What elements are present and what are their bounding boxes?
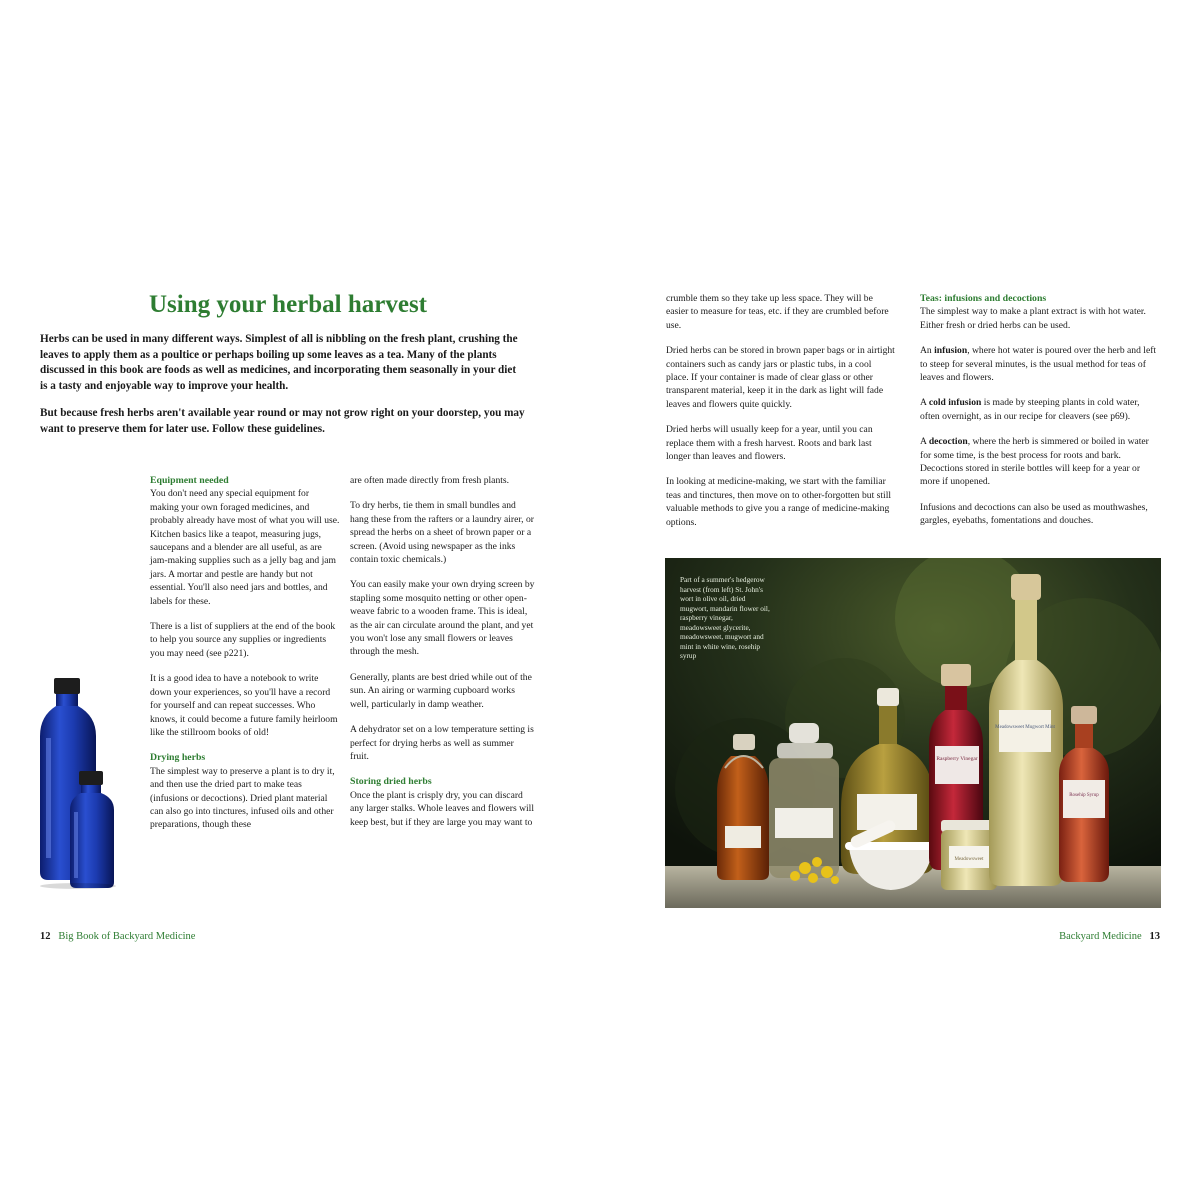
- intro-paragraph-1: Herbs can be used in many different ways. Simplest of all is nibbling on the fresh plant, crushing the leaves to apply them as a poultice or perhaps boiling up some leaves as a tea. Many of the plants discussed in this book are foods as well as medicines, and incorporating them seasonally in your diet is a tasty and enjoyable way to improve your health.: [40, 333, 518, 392]
- paragraph: Dried herbs will usually keep for a year, until you can replace them with a fresh harvest. Roots and bark last longer than leaves and flowers.: [666, 424, 873, 463]
- paragraph: The simplest way to preserve a plant is to dry it, and then use the dried part to make teas (infusions or decoctions). Dried plant material can also go into tinctures, infused oils and other preparations, though these: [150, 765, 335, 831]
- paragraph: A decoction, where the herb is simmered or boiled in water for some time, is the best process for roots and bark. Decoctions stored in sterile bottles will keep for a year or more if unopened.: [920, 436, 1149, 488]
- paragraph: In looking at medicine-making, we start with the familiar teas and tinctures, then move on to other-forgotten but still valuable methods to give you a range of medicine-making options.: [666, 476, 892, 528]
- paragraph: To dry herbs, tie them in small bundles and hang these from the rafters or a laundry airer, or spread the herbs on a sheet of brown paper or a screen. (Avoid using newspaper as the inks contain toxic chemicals.): [350, 500, 534, 566]
- paragraph: You can easily make your own drying screen by stapling some mosquito netting or other open-weave fabric to a wooden frame. This is ideal, as the air can circulate around the plant, and yet you won't lose any small flowers or leaves through the mesh.: [350, 579, 535, 658]
- running-title: Backyard Medicine: [1059, 931, 1142, 942]
- subheading-drying: Drying herbs: [150, 752, 206, 764]
- paragraph: A cold infusion is made by steeping plants in cold water, often overnight, as in our recipe for cleavers (see p69).: [920, 397, 1140, 422]
- right-column-1: [666, 292, 896, 541]
- subheading-teas: Teas: infusions and decoctions: [920, 293, 1047, 304]
- subheading-storing: Storing dried herbs: [350, 776, 432, 788]
- intro-text: [40, 332, 526, 438]
- term-decoction: decoction: [928, 436, 968, 448]
- paragraph: A dehydrator set on a low temperature setting is perfect for drying herbs as well as summer fruit.: [350, 724, 534, 762]
- paragraph: It is a good idea to have a notebook to write down your experiences, so you'll have a record for yourself and can repeat successes. Who knows, it could become a future family heirloom like the stillroom books of old!: [150, 673, 338, 738]
- paragraph: Once the plant is crisply dry, you can discard any larger stalks. Whole leaves and flowers will keep best, but if they are large you may want to: [350, 789, 535, 828]
- page-number: 13: [1149, 931, 1160, 942]
- intro-paragraph-2: But because fresh herbs aren't available year round or may not grow right on your doorstep, you may want to preserve them for later use. Follow these guidelines.: [40, 407, 525, 435]
- paragraph: Dried herbs can be stored in brown paper bags or in airtight containers such as candy jars or plastic tubs, in a cool place. If your container is made of clear glass or other transparent material, keep it in the dark as light will fade leaves and flowers quite quickly.: [666, 345, 895, 410]
- paragraph: There is a list of suppliers at the end of the book to help you source any supplies or ingredients you may need (see p221).: [150, 621, 336, 659]
- photo-caption: Part of a summer's hedgerow harvest (from left) St. John's wort in olive oil, dried mugwort, mandarin flower oil, raspberry vinegar, meadowsweet glycerite, meadowsweet, mugwort and mint in white wine, rosehip syrup: [680, 575, 770, 660]
- term-cold-infusion: cold infusion: [928, 397, 982, 409]
- bottle-label-text: Raspberry Vinegar: [936, 756, 978, 762]
- running-title: Big Book of Backyard Medicine: [58, 931, 196, 942]
- jar-label-text: Meadowsweet: [954, 857, 984, 862]
- term-infusion: infusion: [934, 345, 968, 357]
- page-number: 12: [40, 931, 51, 942]
- paragraph: Infusions and decoctions can also be used as mouthwashes, gargles, eyebaths, fomentations and douches.: [920, 501, 1148, 527]
- paragraph: An infusion, where hot water is poured over the herb and left to steep for several minutes, is the usual method for teas of leaves and flowers.: [920, 345, 1157, 384]
- blue-bottles-image: [36, 676, 116, 890]
- bottle-label-text: Meadowsweet Mugwort Mint: [995, 725, 1055, 730]
- paragraph: are often made directly from fresh plants.: [350, 475, 510, 486]
- paragraph: You don't need any special equipment for making your own foraged medicines, and probably already have most of what you will use. Kitchen basics like a teapot, measuring jugs, saucepans and a blender are all useful, as are jam-making supplies such as a jelly bag and jam jars. A mortar and pestle are handy but not essential. You'll also need jars and bottles, and labels for these.: [150, 488, 340, 607]
- paragraph: The simplest way to make a plant extract is with hot water. Either fresh or dried herbs can be used.: [920, 306, 1146, 331]
- paragraph: Generally, plants are best dried while out of the sun. An airing or warming cupboard works well, particularly in damp weather.: [350, 671, 532, 710]
- bottle-label-text: Rosehip Syrup: [1069, 793, 1099, 798]
- right-footer: [960, 930, 1160, 944]
- paragraph: crumble them so they take up less space. They will be easier to measure for teas, etc. if they are crumbled before use.: [666, 293, 889, 331]
- left-column-2: [350, 474, 535, 841]
- right-column-2: [920, 292, 1160, 540]
- meadowsweet-jar: [941, 820, 997, 890]
- page-title: Using your herbal harvest: [148, 291, 428, 318]
- subheading-equipment: Equipment needed: [150, 475, 229, 486]
- dried-herb-jar: [769, 723, 839, 878]
- left-footer: [40, 930, 340, 944]
- left-column-1: [150, 474, 340, 844]
